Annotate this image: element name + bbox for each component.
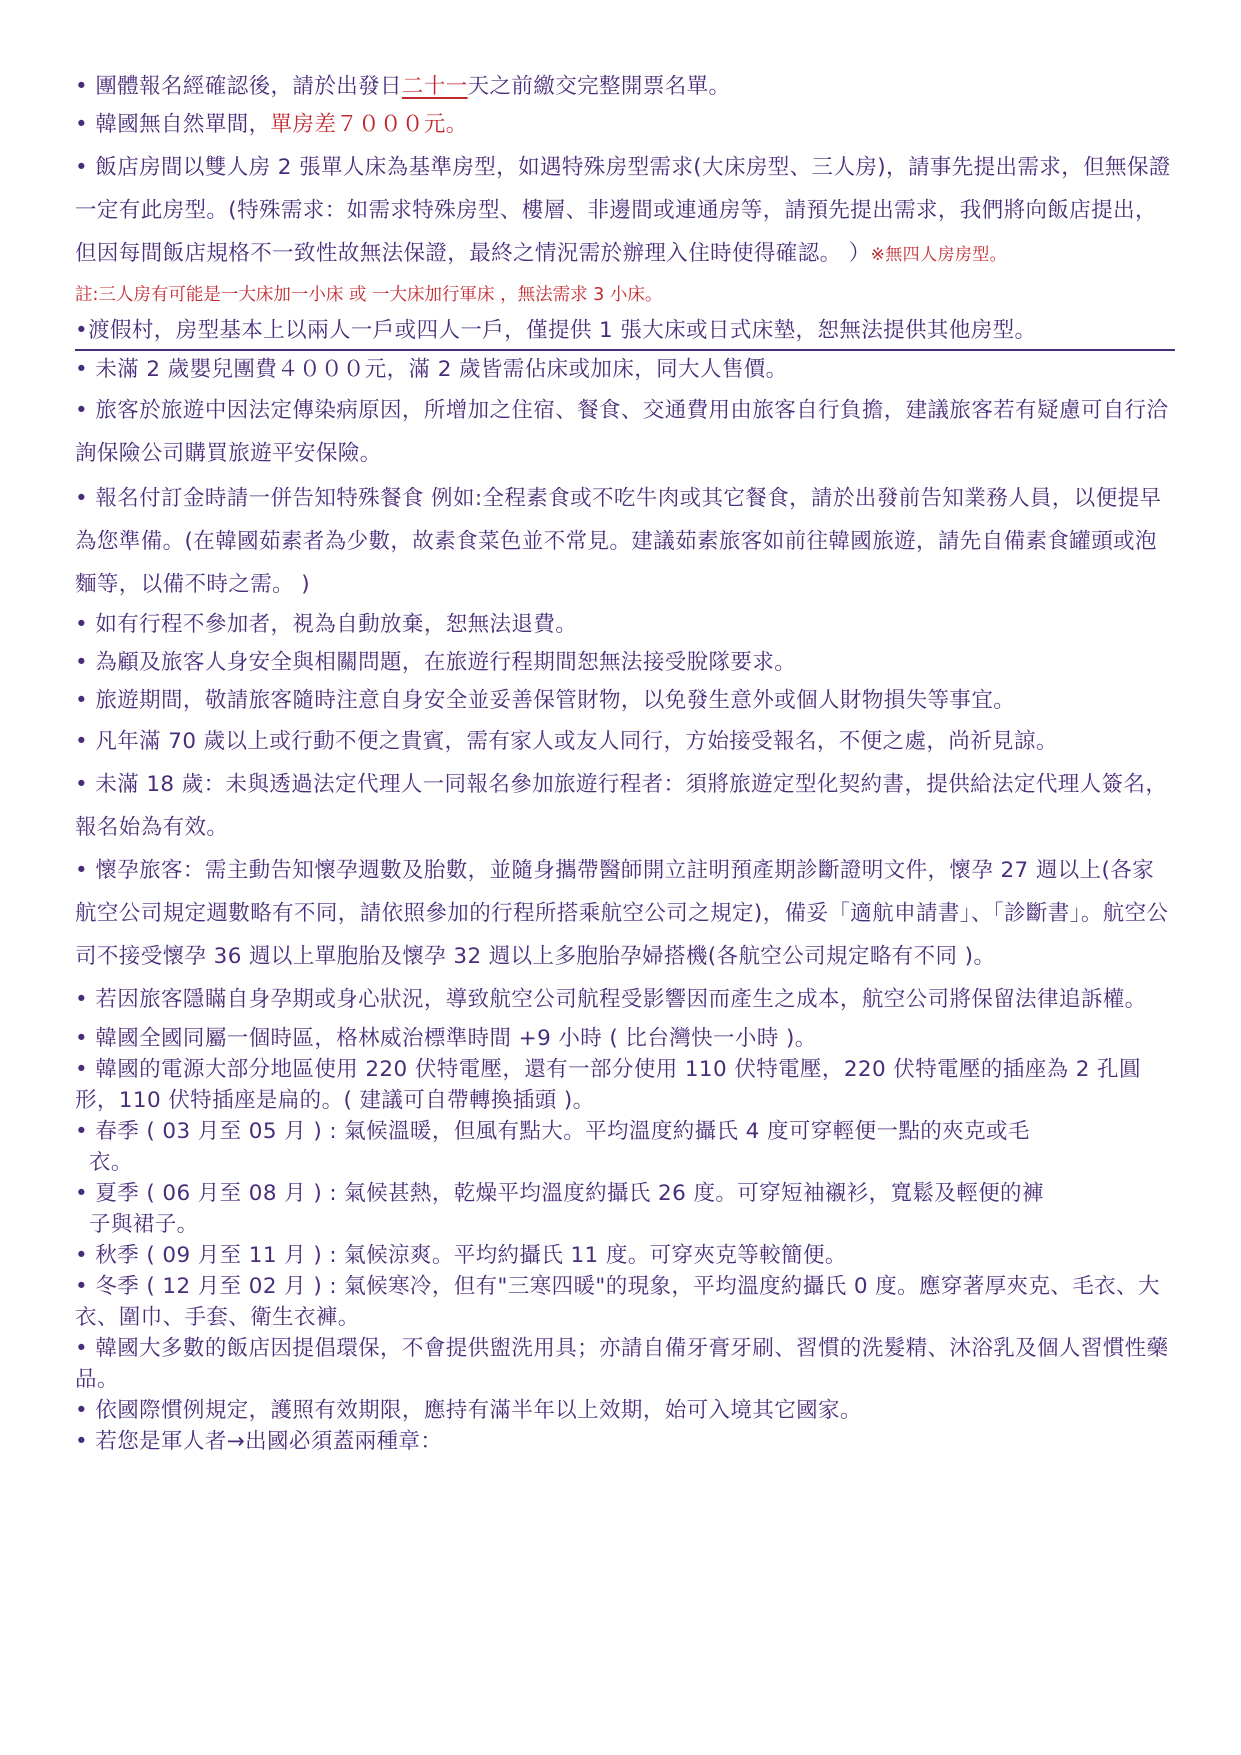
notice-item-spring: • 春季 ( 03 月至 05 月 ) : 氣候溫暖，但風有點大。平均溫度約攝氏 4 度可穿輕便一點的夾克或毛 衣。 xyxy=(75,1119,1030,1175)
notice-item-room-types: • 飯店房間以雙人房 2 張單人床為基準房型，如遇特殊房型需求(大床房型、三人房)，請事先提出需求，但無保證一定有此房型。(特殊需求：如需求特殊房型、樓層、非邊間或連通房等，請預先提出需求，我們將向飯店提出，但因每間飯店規格不一致性故無法保證，最終之情況需於辦理入住時使得確認。 ）※無四人房房型。 xyxy=(75,155,1171,266)
single-room-fee: 單房差７０００元。 xyxy=(270,112,468,137)
notice-item-minors: • 未滿 18 歲：未與透過法定代理人一同報名參加旅遊行程者：須將旅遊定型化契約書，提供給法定代理人簽名，報名始為有效。 xyxy=(75,772,1168,840)
notice-item-pregnancy-liability: • 若因旅客隱瞞自身孕期或身心狀況，導致航空公司航程受影響因而產生之成本，航空公司將保留法律追訴權。 xyxy=(75,987,1147,1012)
notice-item-infectious-disease: • 旅客於旅遊中因法定傳染病原因，所增加之住宿、餐食、交通費用由旅客自行負擔，建議旅客若有疑慮可自行洽詢保險公司購買旅遊平安保險。 xyxy=(75,398,1169,466)
travel-notice-document xyxy=(75,68,1175,1457)
notice-item-autumn: • 秋季 ( 09 月至 11 月 ) : 氣候涼爽。平均約攝氏 11 度。可穿夾克等較簡便。 xyxy=(75,1243,847,1268)
notice-item-military: • 若您是軍人者→出國必須蓋兩種章： xyxy=(75,1429,443,1454)
notice-item-voltage: • 韓國的電源大部分地區使用 220 伏特電壓，還有一部分使用 110 伏特電壓，220 伏特電壓的插座為 2 孔圓形，110 伏特插座是扁的。( 建議可自帶轉換插頭 )。 xyxy=(75,1057,1141,1113)
notice-item-winter: • 冬季 ( 12 月至 02 月 ) : 氣候寒冷，但有"三寒四暖"的現象，平均溫度約攝氏 0 度。應穿著厚夾克、毛衣、大衣、圍巾、手套、衛生衣褲。 xyxy=(75,1274,1160,1330)
notice-item-passport-validity: • 依國際慣例規定，護照有效期限，應持有滿半年以上效期，始可入境其它國家。 xyxy=(75,1398,862,1423)
notice-item-time-zone: • 韓國全國同屬一個時區，格林威治標準時間 +9 小時 ( 比台灣快一小時 )。 xyxy=(75,1026,817,1051)
no-quad-room-note: ※無四人房房型。 xyxy=(870,245,1008,265)
notice-item-infant-fee: • 未滿 2 歲嬰兒團費４０００元，滿 2 歲皆需佔床或加床，同大人售價。 xyxy=(75,357,788,382)
notice-item-special-meals: • 報名付訂金時請一併告知特殊餐食 例如:全程素食或不吃牛肉或其它餐食，請於出發前告知業務人員，以便提早為您準備。(在韓國茹素者為少數，故素食菜色並不常見。建議茹素旅客如前往韓國旅遊，請先自備素食罐頭或泡麵等，以備不時之需。 ) xyxy=(75,486,1162,597)
days-highlight: 二十一 xyxy=(401,74,468,99)
notice-item-single-room: • 韓國無自然單間，單房差７０００元。 xyxy=(75,112,468,137)
notice-item-ticketing: • 團體報名經確認後，請於出發日二十一天之前繳交完整開票名單。 xyxy=(75,74,731,99)
notice-item-pregnancy: • 懷孕旅客：需主動告知懷孕週數及胎數，並隨身攜帶醫師開立註明預產期診斷證明文件，懷孕 27 週以上(各家航空公司規定週數略有不同，請依照參加的行程所搭乘航空公司之規定)，備妥「適航申請書」、「診斷書」。航空公司不接受懷孕 36 週以上單胞胎及懷孕 32 週以上多胞胎孕婦搭機(各航空公司規定略有不同 )。 xyxy=(75,858,1169,969)
triple-room-note: 註:三人房有可能是一大床加一小床 或 一大床加行軍床 ，無法需求 3 小床。 xyxy=(75,285,663,305)
notice-item-elderly: • 凡年滿 70 歲以上或行動不便之貴賓，需有家人或友人同行，方始接受報名，不便之處，尚祈見諒。 xyxy=(75,729,1058,754)
notice-item-skip-itinerary: • 如有行程不參加者，視為自動放棄，恕無法退費。 xyxy=(75,612,578,637)
notice-item-resort: •渡假村，房型基本上以兩人一戶或四人一戶，僅提供 1 張大床或日式床墊，恕無法提供其他房型。 xyxy=(75,313,1175,351)
notice-item-summer: • 夏季 ( 06 月至 08 月 ) : 氣候甚熱，乾燥平均溫度約攝氏 26 度。可穿短袖襯衫，寬鬆及輕便的褲 子與裙子。 xyxy=(75,1181,1044,1237)
notice-item-personal-safety: • 旅遊期間，敬請旅客隨時注意自身安全並妥善保管財物，以免發生意外或個人財物損失等事宜。 xyxy=(75,688,1016,713)
notice-item-no-leaving-group: • 為顧及旅客人身安全與相關問題，在旅遊行程期間恕無法接受脫隊要求。 xyxy=(75,650,797,675)
notice-item-toiletries: • 韓國大多數的飯店因提倡環保，不會提供盥洗用具；亦請自備牙膏牙刷、習慣的洗髮精、沐浴乳及個人習慣性藥品。 xyxy=(75,1336,1169,1392)
